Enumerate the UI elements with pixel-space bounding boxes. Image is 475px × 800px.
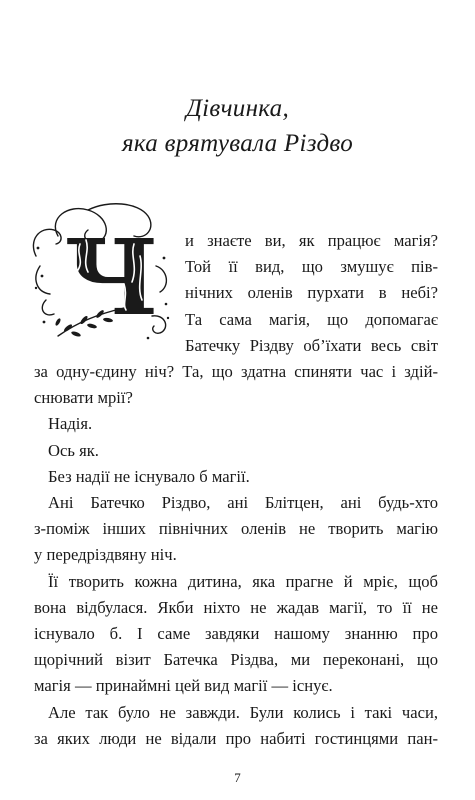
drop-cap-letter: Ч [64,216,159,339]
body-line-20: за яких люди не відали про набиті гостинцями пан- [34,728,438,748]
body-line-16: існувало б. І саме завдяки нашому знанню про [34,624,438,643]
body-line-9: Ось як. [48,440,99,460]
body-line-8: Надія. [48,414,93,434]
body-line-14: Її творить кожна дитина, яка прагне й мріє, щоб [48,571,438,591]
body-line-18: магія — принаймні цей вид магії — існує. [34,676,333,696]
chapter-title-line-2: яка врятувала Різдво [121,130,354,157]
body-line-4: Та сама магія, що допомагає [185,309,438,329]
page-number: 7 [234,770,241,785]
body-line-15: вона відбулася. Якби ніхто не жадав магії, то її не [34,597,438,617]
body-line-7: снювати мрії? [34,388,133,408]
body-line-6: за одну-єдину ніч? Та, що здатна спиняти час і здій- [34,362,438,381]
chapter-title-line-1: Дівчинка, [185,95,290,122]
body-line-12: з-поміж інших північних оленів не творить магію [34,519,438,539]
body-line-10: Без надії не існувало б магії. [48,466,250,486]
body-line-5: Батечку Різдву об’їхати весь світ [185,335,438,355]
body-line-1: и знаєте ви, як працює магія? [185,231,438,250]
body-line-13: у передріздвяну ніч. [34,545,177,565]
body-line-2: Той її вид, що змушує пів- [185,257,438,277]
ornate-drop-cap-icon [28,196,173,344]
body-line-3: нічних оленів пурхати в небі? [185,283,438,303]
body-line-17: щорічний візит Батечка Різдва, ми переконані, що [34,650,438,670]
body-line-19: Але так було не завжди. Були колись і такі часи, [48,702,438,722]
body-line-11: Ані Батечко Різдво, ані Блітцен, ані будь-хто [48,493,438,512]
